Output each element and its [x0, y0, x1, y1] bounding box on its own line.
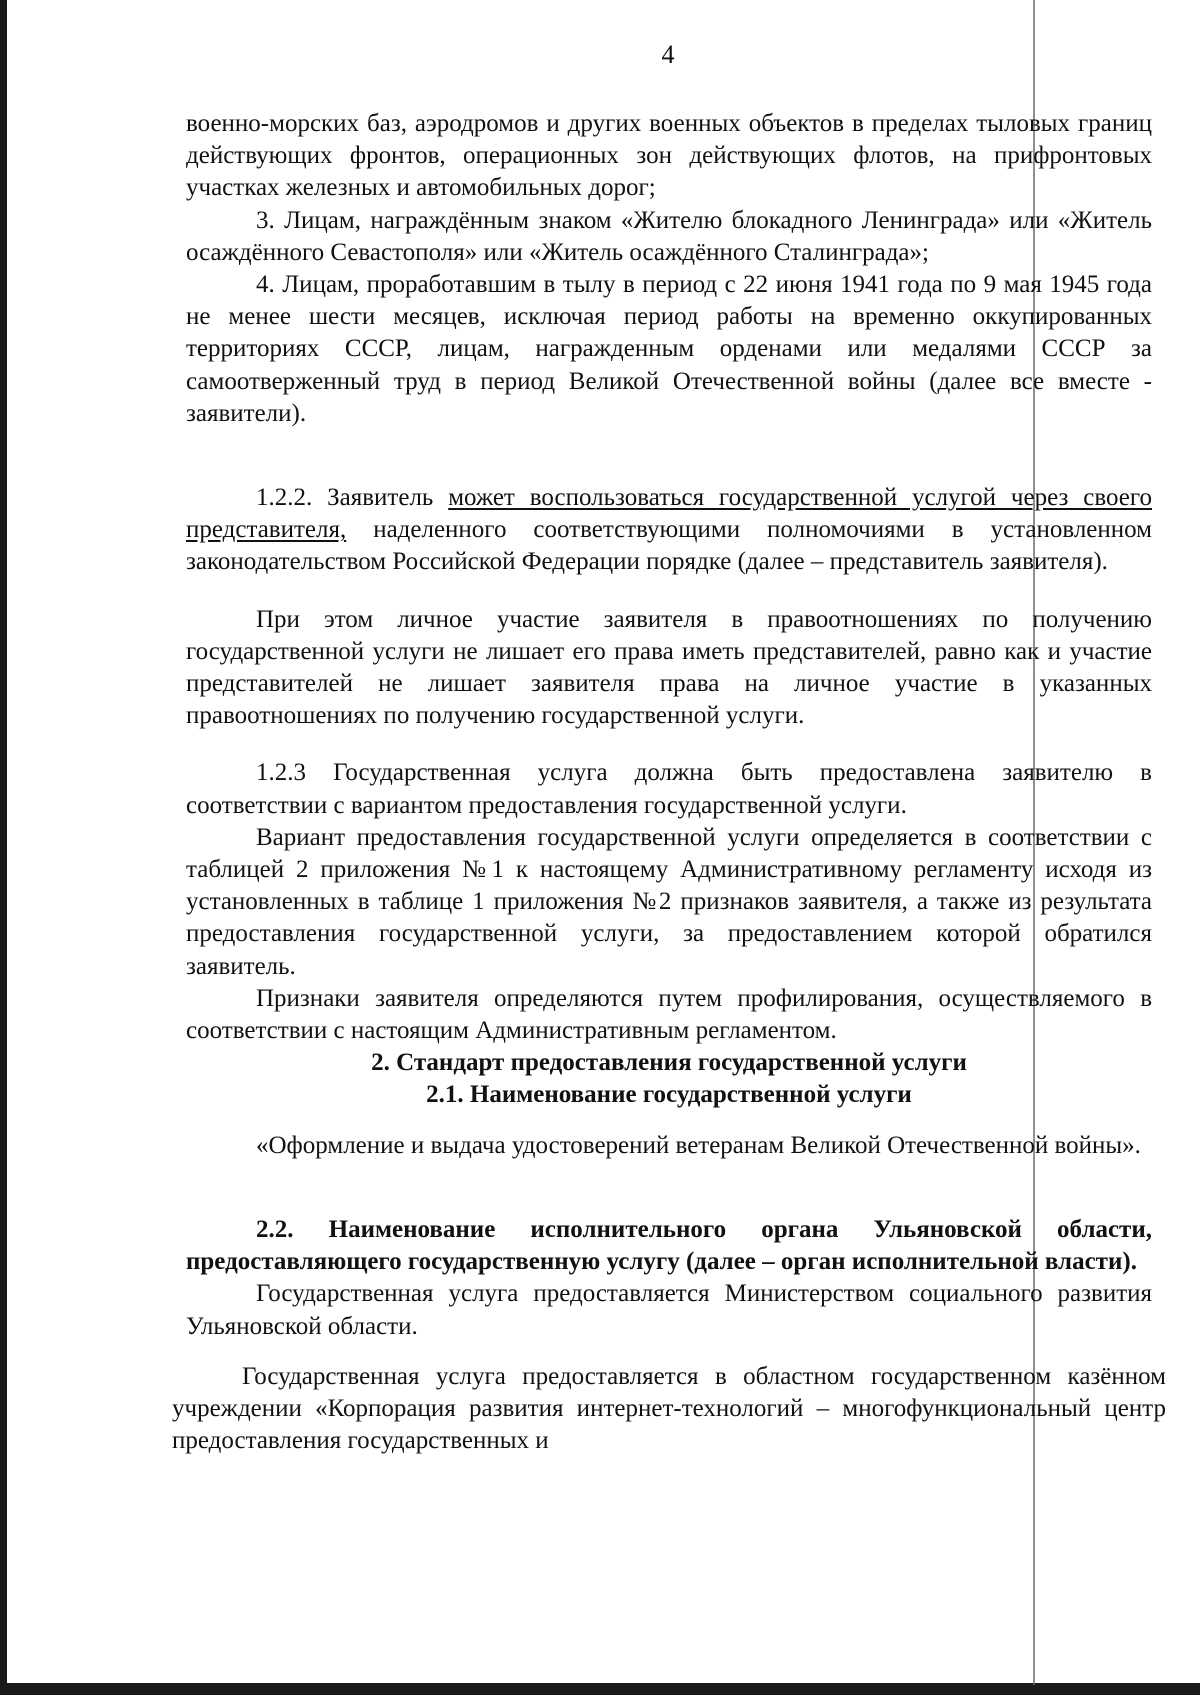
paragraph-siege-badge: 3. Лицам, награждённым знаком «Жителю блокадного Ленинграда» или «Житель осаждённого Севастополя» или «Житель осаждённого Сталинграда»; — [186, 206, 1152, 266]
document-body — [172, 108, 1166, 1457]
paragraph-applicant-attributes: Признаки заявителя определяются путем профилирования, осуществляемого в соответствии с настоящим Административным регламентом. — [186, 984, 1152, 1045]
paragraph-service-name: «Оформление и выдача удостоверений ветеранам Великой Отечественной войны». — [256, 1131, 1141, 1159]
section-heading-2-1: 2.1. Наименование государственной услуги — [426, 1081, 912, 1109]
section-heading-2: 2. Стандарт предоставления государственной услуги — [371, 1049, 967, 1077]
scan-bottom-border — [0, 1683, 1200, 1695]
paragraph-mfc: Государственная услуга предоставляется в областном государственном казённом учреждении «Корпорация развития интернет-технологий – многофункциональный центр предоставления государственных и — [172, 1362, 1166, 1455]
paragraph-1-2-3: 1.2.3 Государственная услуга должна быть предоставлена заявителю в соответствии с вариантом предоставления государственной услуги. — [186, 759, 1152, 819]
paragraph-military-objects: военно-морских баз, аэродромов и других военных объектов в пределах тыловых границ действующих фронтов, операционных зон действующих флотов, на прифронтовых участках железных и автомобильных дорог; — [186, 110, 1152, 202]
paragraph-1-2-2-start: 1.2.2. Заявитель — [256, 484, 449, 512]
paragraph-service-variant: Вариант предоставления государственной услуги определяется в соответствии с таблицей 2 приложения №1 к настоящему Административному регламенту исходя из установленных в таблице 1 приложения №2 признаков заявителя, а также из результата предоставления государственной услуги, за предоставлением которой обратился заявитель. — [186, 823, 1152, 980]
paragraph-personal-participation: При этом личное участие заявителя в правоотношениях по получению государственной услуги не лишает его права иметь представителей, равно как и участие представителей не лишает заявителя права на личное участие в указанных правоотношениях по получению государственной услуги. — [186, 605, 1152, 730]
paragraph-1-2-2 — [186, 482, 1152, 579]
paragraph-ministry: Государственная услуга предоставляется Министерством социального развития Ульяновской области. — [186, 1280, 1152, 1340]
section-heading-2-2: 2.2. Наименование исполнительного органа Ульяновской области, предоставляющего государственную услугу (далее – орган исполнительной власти). — [186, 1215, 1152, 1276]
paragraph-1-2-2-end: наделенного соответствующими полномочиями в установленном законодательством Российской Федерации порядке (далее – представитель заявителя). — [186, 516, 1152, 576]
paragraph-1-2-2-underlined: может воспользоваться государственной услугой через своего представителя, — [186, 484, 1152, 544]
scan-left-border — [0, 0, 7, 1695]
paragraph-home-front-workers: 4. Лицам, проработавшим в тылу в период с 22 июня 1941 года по 9 мая 1945 года не менее шести месяцев, исключая период работы на временно оккупированных территориях СССР, лицам, награжденным орденами или медалями СССР за самоотверженный труд в период Великой Отечественной войны (далее все вместе - заявители). — [186, 271, 1152, 427]
page-number: 4 — [661, 40, 675, 69]
